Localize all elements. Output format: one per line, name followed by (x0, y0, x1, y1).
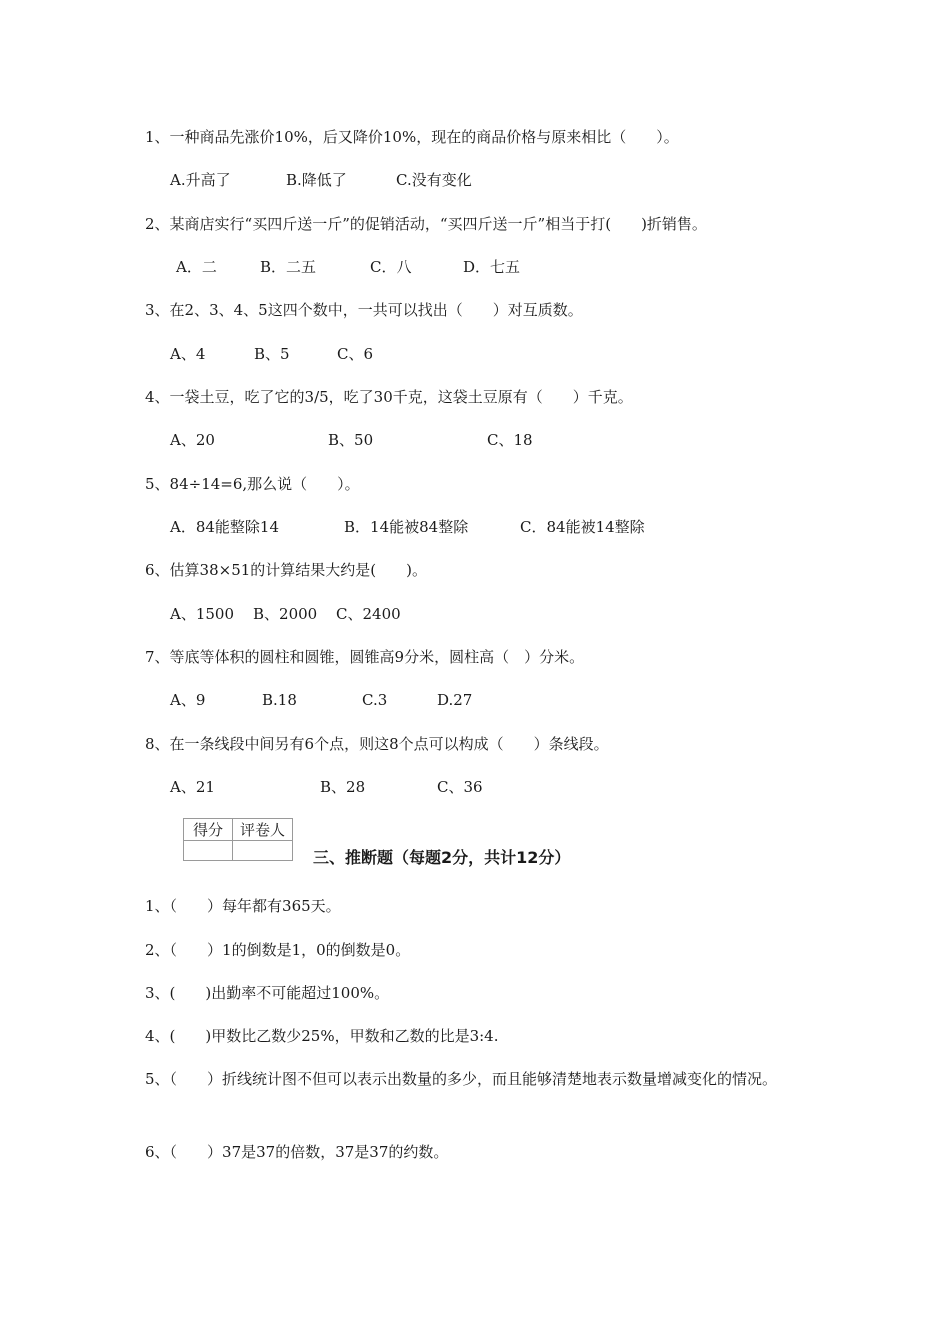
q8-option-b: B、28 (320, 778, 366, 796)
q1-option-b: B.降低了 (286, 171, 347, 189)
judge-6: 6、（ ）37是37的倍数，37是37的约数。 (145, 1143, 449, 1161)
question-1: 1、一种商品先涨价10%，后又降价10%，现在的商品价格与原来相比（ ）。 (145, 128, 679, 146)
q1-option-a: A.升高了 (170, 171, 231, 189)
q4-option-c: C、18 (487, 431, 533, 449)
judge-4: 4、( )甲数比乙数少25%，甲数和乙数的比是3:4. (145, 1027, 499, 1045)
question-5: 5、84÷14=6,那么说（ ）。 (145, 475, 360, 493)
q7-option-d: D.27 (437, 691, 473, 709)
judge-2: 2、（ ）1的倒数是1，0的倒数是0。 (145, 941, 411, 959)
q6-option-c: C、2400 (336, 605, 401, 623)
question-6: 6、估算38×51的计算结果大约是( )。 (145, 561, 427, 579)
section-title: 三、推断题（每题2分，共计12分） (313, 848, 571, 867)
score-header: 得分 (184, 819, 233, 841)
judge-3: 3、( )出勤率不可能超过100%。 (145, 984, 390, 1002)
grader-header: 评卷人 (233, 819, 293, 841)
q6-option-a: A、1500 (170, 605, 235, 623)
judge-1: 1、（ ）每年都有365天。 (145, 897, 341, 915)
question-3: 3、在2、3、4、5这四个数中，一共可以找出（ ）对互质数。 (145, 301, 583, 319)
question-2: 2、某商店实行“买四斤送一斤”的促销活动，“买四斤送一斤”相当于打( )折销售。 (145, 215, 707, 233)
q5-option-a: A．84能整除14 (170, 518, 280, 536)
q8-option-a: A、21 (170, 778, 215, 796)
score-cell[interactable] (184, 841, 233, 861)
q2-option-b: B．二五 (260, 258, 317, 276)
q4-option-a: A、20 (170, 431, 215, 449)
q3-option-b: B、5 (254, 345, 290, 363)
q4-option-b: B、50 (328, 431, 374, 449)
q2-option-c: C．八 (370, 258, 412, 276)
q7-option-c: C.3 (362, 691, 388, 709)
q3-option-a: A、4 (170, 345, 206, 363)
q7-option-b: B.18 (262, 691, 297, 709)
q3-option-c: C、6 (337, 345, 374, 363)
question-4: 4、一袋土豆，吃了它的3/5，吃了30千克，这袋土豆原有（ ）千克。 (145, 388, 633, 406)
q5-option-c: C．84能被14整除 (520, 518, 645, 536)
q2-option-a: A．二 (176, 258, 217, 276)
question-8: 8、在一条线段中间另有6个点，则这8个点可以构成（ ）条线段。 (145, 735, 609, 753)
grader-cell[interactable] (233, 841, 293, 861)
judge-5: 5、（ ）折线统计图不但可以表示出数量的多少，而且能够清楚地表示数量增减变化的情况。 (145, 1070, 778, 1088)
score-table (183, 818, 293, 861)
q8-option-c: C、36 (437, 778, 483, 796)
q1-option-c: C.没有变化 (396, 171, 472, 189)
q6-option-b: B、2000 (253, 605, 318, 623)
q5-option-b: B．14能被84整除 (344, 518, 469, 536)
q2-option-d: D．七五 (463, 258, 521, 276)
question-7: 7、等底等体积的圆柱和圆锥，圆锥高9分米，圆柱高（ ）分米。 (145, 648, 585, 666)
q7-option-a: A、9 (170, 691, 206, 709)
